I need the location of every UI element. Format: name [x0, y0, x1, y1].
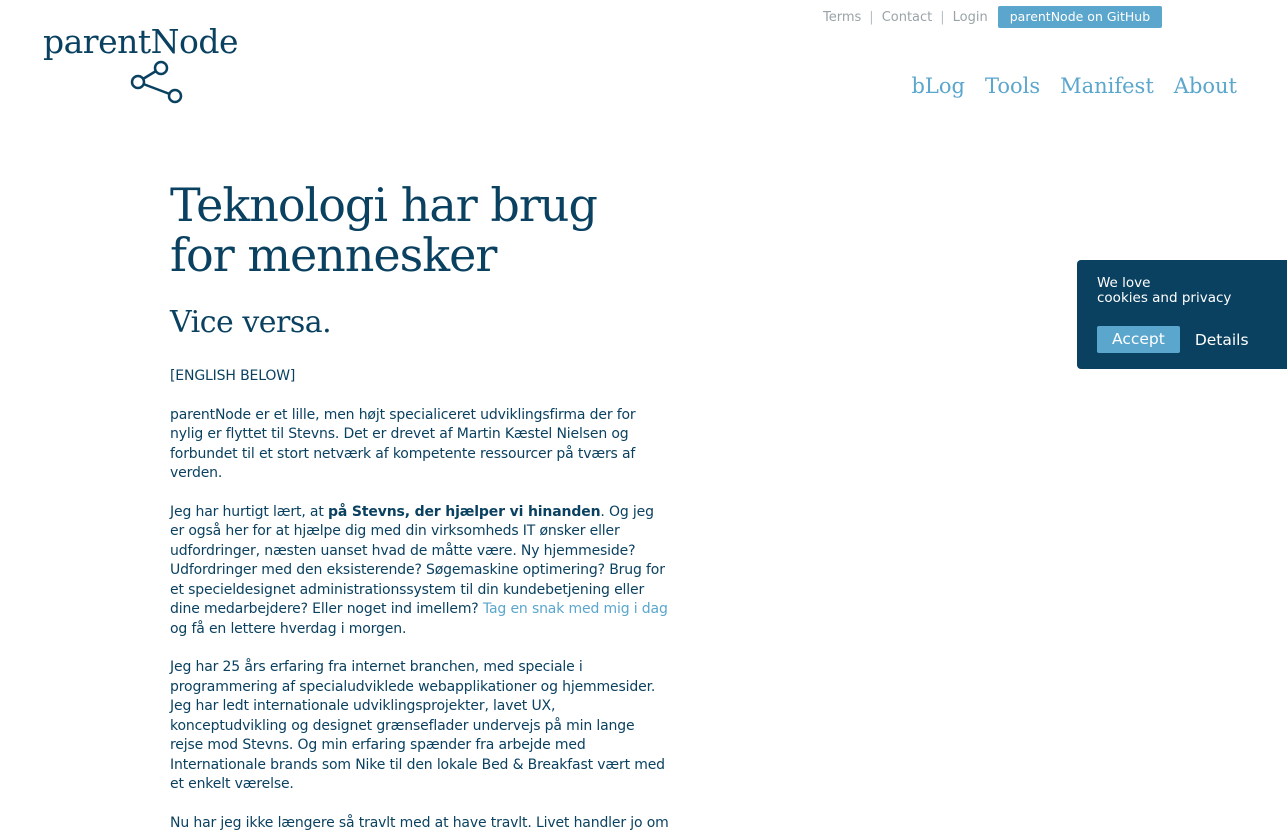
cookie-details-button[interactable]: Details: [1195, 331, 1249, 349]
paragraph-intro: parentNode er et lille, men højt specialiceret udviklingsfirma der for nylig er flyttet til Stevns. Det er drevet af Martin Kæstel Nielsen og forbundet til et stort netværk af kompetente ressourcer på tværs af verden.: [170, 406, 670, 484]
main-nav: [911, 74, 1237, 98]
nav-item-blog[interactable]: bLog: [911, 74, 964, 98]
paragraph-text: og få en lettere hverdag i morgen.: [170, 621, 406, 637]
article: [170, 180, 670, 833]
cookie-message-line: cookies and privacy: [1097, 291, 1267, 306]
logo-text: parentNode: [43, 22, 238, 61]
service-nav: [823, 6, 1162, 28]
contact-link[interactable]: Contact: [882, 10, 933, 25]
page-subtitle: Vice versa.: [170, 306, 670, 340]
terms-link[interactable]: Terms: [823, 10, 861, 25]
paragraph-english-below: [ENGLISH BELOW]: [170, 367, 670, 387]
cookie-actions: [1097, 326, 1267, 353]
cookie-message: [1097, 276, 1267, 306]
logo[interactable]: [43, 20, 243, 110]
paragraph-life: Nu har jeg ikke længere så travlt med at have travlt. Livet handler jo om: [170, 814, 670, 833]
paragraph-text: Jeg har hurtigt lært, at: [170, 504, 328, 520]
emphasis-text: på Stevns, der hjælper vi hinanden: [328, 504, 600, 520]
paragraph-help: [170, 503, 670, 640]
accept-cookies-button[interactable]: Accept: [1097, 326, 1180, 353]
nav-item-tools[interactable]: Tools: [985, 74, 1040, 98]
cookie-banner: [1077, 260, 1287, 369]
github-button[interactable]: parentNode on GitHub: [998, 6, 1162, 28]
separator: |: [869, 10, 873, 25]
login-link[interactable]: Login: [953, 10, 988, 25]
paragraph-text: . Og jeg er også her for at hjælpe dig med din virksomheds IT ønsker eller udfordringer, næsten uanset hvad de måtte være. Ny hjemmeside? Udfordringer med den eksisterende? Søgemaskine optimering? Brug for et specieldesignet administrationssystem til din kundebetjening eller dine medarbejdere? Eller noget ind imellem?: [170, 504, 665, 618]
contact-cta-link[interactable]: Tag en snak med mig i dag: [483, 601, 668, 617]
node-graph-icon: [129, 56, 189, 106]
page-title: Teknologi har brug for mennesker: [170, 180, 670, 280]
paragraph-experience: Jeg har 25 års erfaring fra internet branchen, med speciale i programmering af specialudviklede webapplikationer og hjemmesider. Jeg har ledt internationale udviklingsprojekter, lavet UX, konceptudvikling og designet grænseflader undervejs på min lange rejse mod Stevns. Og min erfaring spænder fra arbejde med Internationale brands som Nike til den lokale Bed & Breakfast vært med et enkelt værelse.: [170, 658, 670, 795]
nav-item-manifest[interactable]: Manifest: [1060, 74, 1154, 98]
cookie-message-line: We love: [1097, 276, 1267, 291]
nav-item-about[interactable]: About: [1174, 74, 1237, 98]
separator: |: [940, 10, 944, 25]
